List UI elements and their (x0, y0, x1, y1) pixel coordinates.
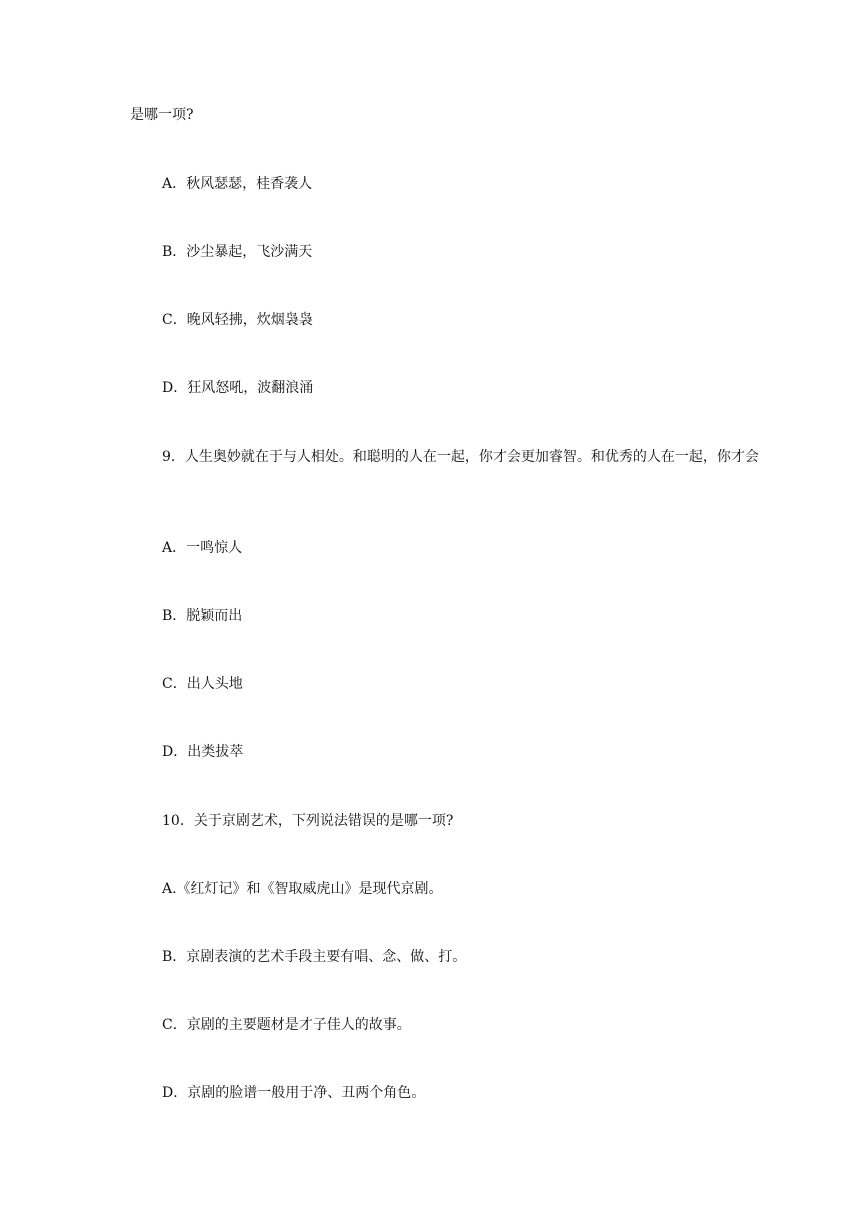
question-10-option-a: A.《红灯记》和《智取威虎山》是现代京剧。 (162, 881, 443, 897)
question-8-option-a: A．秋风瑟瑟，桂香袭人 (162, 176, 313, 192)
question-10-stem: 10．关于京剧艺术，下列说法错误的是哪一项? (162, 813, 454, 829)
question-10-option-b: B．京剧表演的艺术手段主要有唱、念、做、打。 (162, 949, 467, 965)
question-9-stem: 9．人生奥妙就在于与人相处。和聪明的人在一起，你才会更加睿智。和优秀的人在一起，你才会 (162, 449, 759, 465)
question-8-option-c: C．晚风轻拂，炊烟袅袅 (162, 312, 313, 328)
question-9-option-b: B．脱颖而出 (162, 608, 243, 624)
question-9-option-a: A．一鸣惊人 (162, 540, 243, 556)
question-9-option-c: C．出人头地 (162, 676, 243, 692)
question-8-stem-tail: 是哪一项? (130, 107, 194, 123)
question-10-option-d: D．京剧的脸谱一般用于净、丑两个角色。 (162, 1085, 426, 1101)
question-10-option-c: C．京剧的主要题材是才子佳人的故事。 (162, 1017, 411, 1033)
question-9-option-d: D．出类拔萃 (162, 744, 244, 760)
question-8-option-b: B．沙尘暴起，飞沙满天 (162, 244, 313, 260)
question-8-option-d: D．狂风怒吼，波翻浪涌 (162, 380, 314, 396)
